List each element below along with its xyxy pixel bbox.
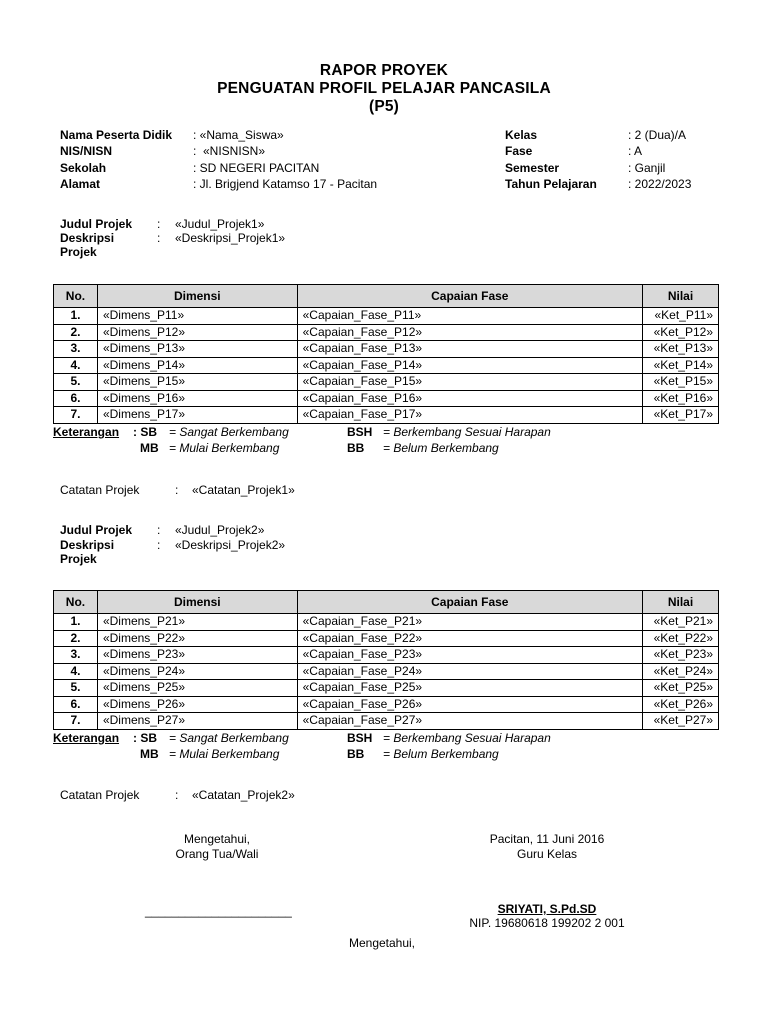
- row-capaian: «Capaian_Fase_P24»: [297, 663, 642, 680]
- row-dimensi: «Dimens_P15»: [97, 374, 297, 391]
- table-header-row: [54, 591, 719, 614]
- tahun-label: Tahun Pelajaran: [505, 177, 597, 191]
- row-capaian: «Capaian_Fase_P21»: [297, 614, 642, 631]
- row-capaian: «Capaian_Fase_P17»: [297, 407, 642, 424]
- table-row: [54, 614, 719, 631]
- nama-value: : «Nama_Siswa»: [193, 128, 284, 142]
- row-capaian: «Capaian_Fase_P16»: [297, 390, 642, 407]
- legend-bsh-desc: = Berkembang Sesuai Harapan: [383, 731, 551, 745]
- row-capaian: «Capaian_Fase_P11»: [297, 308, 642, 325]
- row-dimensi: «Dimens_P25»: [97, 680, 297, 697]
- row-capaian: «Capaian_Fase_P26»: [297, 696, 642, 713]
- sign-bottom: Mengetahui,: [348, 936, 416, 950]
- legend-bb: BB: [347, 747, 365, 761]
- teacher-nip: NIP. 19680618 199202 2 001: [469, 916, 625, 930]
- row-nilai: «Ket_P27»: [642, 713, 718, 730]
- sekolah-label: Sekolah: [60, 161, 107, 175]
- p1-deskripsi-colon: :: [157, 231, 161, 245]
- p2-deskripsi-label: Deskripsi: [60, 538, 115, 552]
- row-capaian: «Capaian_Fase_P12»: [297, 324, 642, 341]
- row-dimensi: «Dimens_P23»: [97, 647, 297, 664]
- row-no: 6.: [54, 390, 98, 407]
- fase-value: : A: [628, 144, 643, 158]
- header-nilai: Nilai: [642, 591, 718, 614]
- row-nilai: «Ket_P16»: [642, 390, 718, 407]
- legend-mb-desc: = Mulai Berkembang: [169, 747, 280, 761]
- p2-catatan-value: «Catatan_Projek2»: [192, 788, 295, 802]
- row-no: 6.: [54, 696, 98, 713]
- report-title-line1: RAPOR PROYEK: [319, 62, 449, 79]
- row-no: 1.: [54, 308, 98, 325]
- header-dimensi: Dimensi: [97, 591, 297, 614]
- legend-bb-desc: = Belum Berkembang: [383, 441, 499, 455]
- sign-left-line2: Orang Tua/Wali: [175, 847, 259, 861]
- table-row: [54, 407, 719, 424]
- row-capaian: «Capaian_Fase_P13»: [297, 341, 642, 358]
- row-dimensi: «Dimens_P17»: [97, 407, 297, 424]
- row-nilai: «Ket_P14»: [642, 357, 718, 374]
- legend-bb: BB: [347, 441, 365, 455]
- legend-sb-desc: = Sangat Berkembang: [169, 425, 289, 439]
- legend-bsh-desc: = Berkembang Sesuai Harapan: [383, 425, 551, 439]
- legend-sb: : SB: [133, 425, 157, 439]
- parent-signature-line: ______________________: [145, 904, 292, 918]
- header-nilai: Nilai: [642, 285, 718, 308]
- row-capaian: «Capaian_Fase_P15»: [297, 374, 642, 391]
- row-nilai: «Ket_P13»: [642, 341, 718, 358]
- header-no: No.: [54, 591, 98, 614]
- p1-catatan-label: Catatan Projek: [60, 483, 140, 497]
- legend-sb: : SB: [133, 731, 157, 745]
- row-nilai: «Ket_P23»: [642, 647, 718, 664]
- table-row: [54, 390, 719, 407]
- legend-mb: MB: [140, 441, 159, 455]
- kelas-label: Kelas: [505, 128, 538, 142]
- report-title-line2: PENGUATAN PROFIL PELAJAR PANCASILA: [217, 80, 551, 97]
- row-no: 3.: [54, 341, 98, 358]
- nama-label: Nama Peserta Didik: [60, 128, 173, 142]
- p1-catatan-value: «Catatan_Projek1»: [192, 483, 295, 497]
- row-dimensi: «Dimens_P12»: [97, 324, 297, 341]
- p1-deskripsi-label-2: Projek: [60, 245, 97, 259]
- sign-right-line1: Pacitan, 11 Juni 2016: [489, 832, 605, 846]
- project2-table: [53, 590, 719, 730]
- p1-judul-value: «Judul_Projek1»: [175, 217, 265, 231]
- sekolah-value: : SD NEGERI PACITAN: [193, 161, 320, 175]
- table-row: [54, 374, 719, 391]
- legend-sb-desc: = Sangat Berkembang: [169, 731, 289, 745]
- p1-deskripsi-value: «Deskripsi_Projek1»: [175, 231, 286, 245]
- p1-judul-colon: :: [157, 217, 161, 231]
- row-dimensi: «Dimens_P27»: [97, 713, 297, 730]
- row-dimensi: «Dimens_P26»: [97, 696, 297, 713]
- semester-value: : Ganjil: [628, 161, 666, 175]
- p2-judul-label: Judul Projek: [60, 523, 133, 537]
- teacher-name: SRIYATI, S.Pd.SD: [497, 902, 597, 916]
- table-row: [54, 680, 719, 697]
- row-dimensi: «Dimens_P13»: [97, 341, 297, 358]
- report-title-line3: (P5): [368, 98, 400, 115]
- nis-label: NIS/NISN: [60, 144, 113, 158]
- row-no: 5.: [54, 680, 98, 697]
- header-dimensi: Dimensi: [97, 285, 297, 308]
- row-nilai: «Ket_P25»: [642, 680, 718, 697]
- p2-deskripsi-value: «Deskripsi_Projek2»: [175, 538, 286, 552]
- table-row: [54, 308, 719, 325]
- row-capaian: «Capaian_Fase_P25»: [297, 680, 642, 697]
- sign-left-line1: Mengetahui,: [183, 832, 251, 846]
- table-row: [54, 357, 719, 374]
- row-nilai: «Ket_P26»: [642, 696, 718, 713]
- row-dimensi: «Dimens_P21»: [97, 614, 297, 631]
- row-no: 5.: [54, 374, 98, 391]
- sign-right-line2: Guru Kelas: [516, 847, 578, 861]
- row-nilai: «Ket_P11»: [642, 308, 718, 325]
- row-nilai: «Ket_P22»: [642, 630, 718, 647]
- row-no: 3.: [54, 647, 98, 664]
- row-no: 4.: [54, 663, 98, 680]
- p2-deskripsi-colon: :: [157, 538, 161, 552]
- fase-label: Fase: [505, 144, 533, 158]
- table-row: [54, 324, 719, 341]
- p2-judul-colon: :: [157, 523, 161, 537]
- legend-bsh: BSH: [347, 731, 373, 745]
- row-no: 4.: [54, 357, 98, 374]
- header-capaian: Capaian Fase: [297, 285, 642, 308]
- row-no: 7.: [54, 407, 98, 424]
- p2-judul-value: «Judul_Projek2»: [175, 523, 265, 537]
- tahun-value: : 2022/2023: [628, 177, 692, 191]
- p1-judul-label: Judul Projek: [60, 217, 133, 231]
- alamat-label: Alamat: [60, 177, 101, 191]
- header-no: No.: [54, 285, 98, 308]
- table-row: [54, 696, 719, 713]
- legend-bsh: BSH: [347, 425, 373, 439]
- legend-label: Keterangan: [53, 731, 120, 745]
- table-row: [54, 713, 719, 730]
- table-row: [54, 663, 719, 680]
- p2-catatan-label: Catatan Projek: [60, 788, 140, 802]
- row-no: 2.: [54, 630, 98, 647]
- row-dimensi: «Dimens_P16»: [97, 390, 297, 407]
- row-no: 7.: [54, 713, 98, 730]
- legend-mb-desc: = Mulai Berkembang: [169, 441, 280, 455]
- legend-bb-desc: = Belum Berkembang: [383, 747, 499, 761]
- p2-deskripsi-label-2: Projek: [60, 552, 97, 566]
- row-nilai: «Ket_P17»: [642, 407, 718, 424]
- row-dimensi: «Dimens_P14»: [97, 357, 297, 374]
- table-row: [54, 630, 719, 647]
- project1-table: [53, 284, 719, 424]
- table-row: [54, 647, 719, 664]
- p1-catatan-colon: :: [175, 483, 179, 497]
- legend-label: Keterangan: [53, 425, 120, 439]
- kelas-value: : 2 (Dua)/A: [628, 128, 687, 142]
- table-header-row: [54, 285, 719, 308]
- alamat-value: : Jl. Brigjend Katamso 17 - Pacitan: [193, 177, 378, 191]
- row-capaian: «Capaian_Fase_P23»: [297, 647, 642, 664]
- row-nilai: «Ket_P24»: [642, 663, 718, 680]
- header-capaian: Capaian Fase: [297, 591, 642, 614]
- row-dimensi: «Dimens_P22»: [97, 630, 297, 647]
- row-dimensi: «Dimens_P24»: [97, 663, 297, 680]
- row-no: 2.: [54, 324, 98, 341]
- p1-deskripsi-label: Deskripsi: [60, 231, 115, 245]
- p2-catatan-colon: :: [175, 788, 179, 802]
- row-capaian: «Capaian_Fase_P22»: [297, 630, 642, 647]
- row-capaian: «Capaian_Fase_P14»: [297, 357, 642, 374]
- nis-value: : «NISNISN»: [193, 144, 266, 158]
- row-dimensi: «Dimens_P11»: [97, 308, 297, 325]
- legend-mb: MB: [140, 747, 159, 761]
- row-nilai: «Ket_P21»: [642, 614, 718, 631]
- row-nilai: «Ket_P12»: [642, 324, 718, 341]
- semester-label: Semester: [505, 161, 560, 175]
- row-no: 1.: [54, 614, 98, 631]
- row-nilai: «Ket_P15»: [642, 374, 718, 391]
- row-capaian: «Capaian_Fase_P27»: [297, 713, 642, 730]
- table-row: [54, 341, 719, 358]
